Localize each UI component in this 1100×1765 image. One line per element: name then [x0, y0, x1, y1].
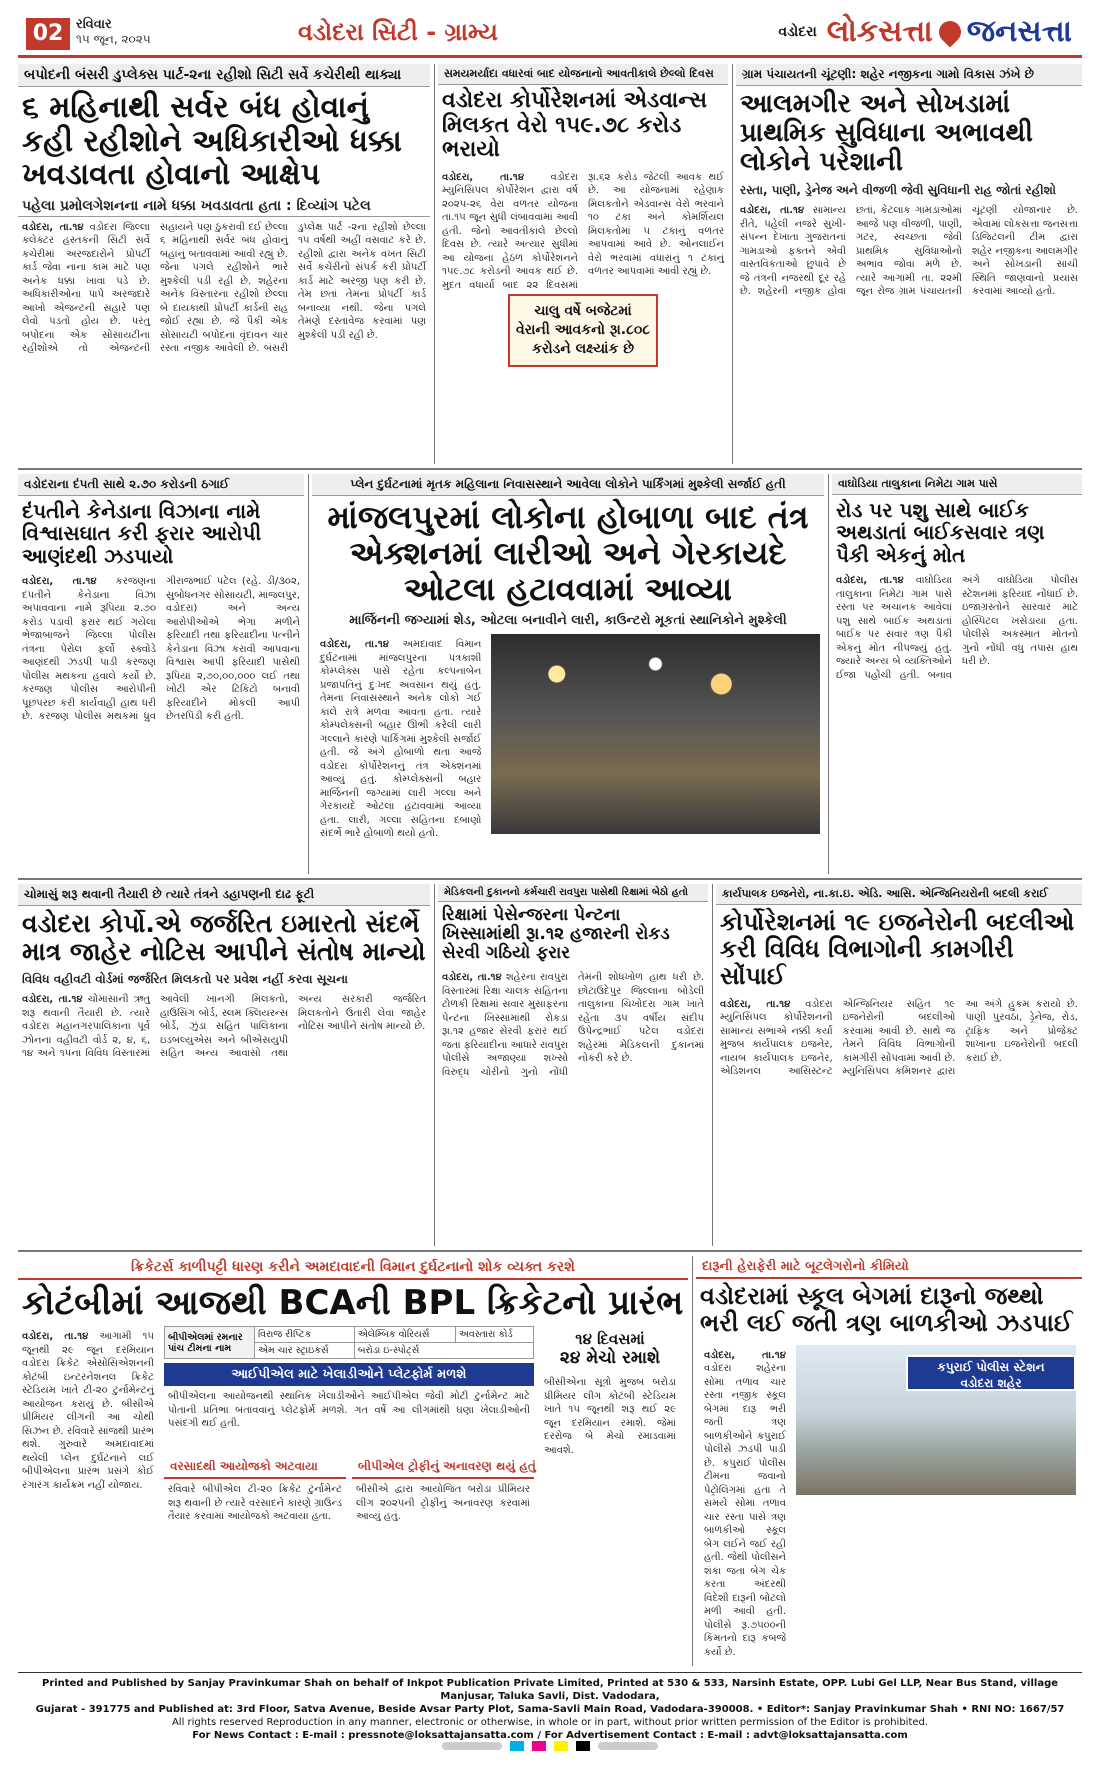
story-engineer-transfers [716, 884, 1082, 1246]
issue-date [76, 18, 151, 46]
story-kicker: ચોમાસું શરૂ થવાની તૈયારી છે ત્યારે તંત્રને ડહાપણની દાઢ ફૂટી [18, 884, 430, 906]
story-text: વડોદરા મ્યુનિસિપલ કોર્પોરેશનની સામાન્ય સભાએ નક્કી કર્યા મુજબ કાર્યપાલક ઇજનેર, નાયબ કાર્યપાલક ઇજનેર, એડિશનલ આસિસ્ટન્ટ એન્જિનિયર સહિત ૧૯ ઇજનેરોની બદલીઓ કરવામાં આવી છે. સાથે જ તેમને વિવિધ વિભાગોની કામગીરી સોંપવામાં આવી છે. મ્યુનિસિપલ કમિશનર દ્વારા આ અંગે હુકમ કરાયો છે. પાણી પુરવઠા, ડ્રેનેજ, રોડ, ટ્રાફિક અને પ્રોજેક્ટ શાખાના ઇજનેરોની બદલી કરાઈ છે. [720, 998, 1078, 1078]
story-advance-tax [438, 64, 728, 464]
story-headline: રિક્ષામાં પેસેન્જરના પેન્ટના ખિસ્સામાંથી રૂા.૧૨ હજારની રોકડ સેરવી ગઠિયો ફરાર [442, 905, 670, 964]
ipl-banner: આઈપીએલ માટે ખેલાડીઓને પ્લેટફોર્મ મળશે [164, 1363, 534, 1386]
story-headline: વડોદરા કોર્પોરેશનમાં એડવાન્સ મિલકત વેરો ૧૫૯.૭૮ કરોડ ભરાયો [442, 88, 708, 163]
story-text: આગામી ૧૫ જૂનથી ૨૯ જૂન દરમિયાન વડોદરા ક્રિકેટ એસોસિએશનની કોટંબી ઇન્ટરનેશનલ ક્રિકેટ સ્ટેડિયમ ખાતે ટી-૨૦ ટુર્નામેન્ટનું આયોજન કરાયું છે. બીસીએ પ્રીમિયર લીગની આ ચોથી સિઝન છે. રવિવારે સાંજથી પ્રારંભ થશે. ગુરુવારે અમદાવાદમાં થયેલી પ્લેન દુર્ઘટનાને લઈ બીપીએલના પ્રારંભ પ્રસંગે કોઈ રંગારંગ કાર્યક્રમ નહીં યોજાય. [22, 1331, 154, 1491]
story-text: અમદાવાદ વિમાન દુર્ઘટનામાં માંજલપુરના પત્રકાશી કોમ્પ્લેક્સ પાસે રહેતા કલ્પનાબેન પ્રજાપતિનું દુઃખદ અવસાન થયું હતું. તેમના નિવાસસ્થાને અનેક લોકો ગઈ કાલે રાત્રે મળવા આવતા હતા. ત્યારે કોમ્પલેક્સની બહાર ઊભી કરેલી લારી ગલ્લાને કારણે પાર્કિંગમાં મુશ્કેલી સર્જાઈ હતી. જે અંગે હોબાળો થતા આજે વડોદરા કોર્પોરેશનનું તંત્ર એક્શનમાં આવ્યું હતું. કોમ્પ્લેક્સની બહાર માર્જિનની જગ્યામાં લારી ગલ્લા અને ગેરકાયદે ઓટલા હટાવવામાં આવ્યા હતા. લારી, ગલ્લા સહિતના દબાણો સંદર્ભે ભારે હોબાળો થયો હતો. [320, 639, 482, 840]
story-text: વાઘોડિયા તાલુકાના નિમેટા ગામ પાસે રસ્તા પર અચાનક આવેલા પશુ સાથે બાઈક અથડાતાં બાઈક પર સવાર ત્રણ પૈકી એકનું મોત નીપજ્યું હતું. જ્યારે અન્ય બે વ્યક્તિઓને ઈજા પહોંચી હતી. બનાવ અંગે વાઘોડિયા પોલીસ સ્ટેશનમાં ફરિયાદ નોંધાઈ છે. ઇજાગ્રસ્તોને સારવાર માટે હોસ્પિટલ ખસેડાયા હતા. પોલીસે અકસ્માત મોતનો ગુનો નોંધી વધુ તપાસ હાથ ધરી છે. [836, 575, 1078, 681]
dateline: વડોદરા, તા.૧૪ [22, 221, 84, 233]
story-body [832, 570, 1082, 870]
imprint-footer [18, 1672, 1082, 1742]
dateline: વડોદરા, તા.૧૪ [22, 1331, 89, 1343]
rain-title: વરસાદથી આયોજકો અટવાયા [164, 1456, 346, 1479]
bpl-team-list [164, 1326, 534, 1359]
story-rickshaw-theft [438, 884, 708, 1246]
story-kicker: વડોદરાના દંપતી સાથે ૨.૭૦ કરોડની ઠગાઈ [18, 474, 304, 496]
story-school-bag-liquor [696, 1256, 1082, 1666]
brand-name-2: જનસત્તા [966, 14, 1072, 49]
story-text: વડોદરા મ્યુનિસિપલ કોર્પોરેશન દ્વારા વર્ષ ૨૦૨૫-૨૬ વેરા વળતર યોજના તા.૧૫ જૂન સુધી લંબાવવામાં આવી હતી. જેનો આવતીકાલે છેલ્લો દિવસ છે. ત્યારે અત્યાર સુધીમાં આ યોજના હેઠળ કોર્પોરેશનને ૧૫૯.૭૮ કરોડની આવક થઈ છે. મુદત વધાર્યા બાદ ૨૨ દિવસમાં રૂા.૬૨ કરોડ જેટલી આવક થઈ છે. આ યોજનામાં રહેણાક મિલકતોને એડવાન્સ વેરો ભરવાને ૧૦ ટકા અને કોમર્શિયલ મિલકતોમાં ૫ ટકાનું વળતર આપવામાં આવે છે. ઓનલાઈન વેરો ભરવામાં વધારાનું ૧ ટકાનું વળતર આપવામાં આવી રહ્યું છે. [442, 171, 724, 291]
story-body [316, 634, 485, 854]
newspaper-page [18, 12, 1082, 1752]
team-name: વિરાજ રીપ્ટિક [255, 1327, 355, 1343]
story-village-facilities [736, 64, 1082, 464]
story-headline: દંપતીને કેનેડાના વિઝાના નામે વિશ્વાસઘાત કરી ફરાર આરોપી આણંદથી ઝડપાયો [22, 499, 262, 568]
imprint-line-2: Gujarat - 391775 and Published at: 3rd Floor, Satva Avenue, Beside Avsar Party Plot, Sama-Savli Main Road, Vadodara-390008. • Editor*: Sanjay Pravinkumar Shah • RNI NO: 1667/57 [35, 1704, 1065, 1715]
trophy-body: બીસીએ દ્વારા આયોજિત બરોડા પ્રીમિયર લીગ ૨૦૨૫ની ટ્રોફીનું અનાવરણ કરવામાં આવ્યું હતું. [356, 1484, 530, 1523]
match-days: ૧૪ દિવસમાં [575, 1330, 645, 1349]
story-text: ચોમાસાની ઋતુ શરૂ થવાની તૈયારી છે. ત્યારે વડોદરા મહાનગરપાલિકાના પૂર્વ ઝોનના વહીવટી વોર્ડ ૨, ૪, ૬, ૧૪ અને ૧૫ના વિવિધ વિસ્તારમાં આવેલી ખાનગી મિલકતો, હાઉસિંગ બોર્ડ, સ્લમ ક્લિયરન્સ બોર્ડ, ઝુંડા સહિત પાલિકાના ઇડબલ્યુએસ અને બીએસયુપી સહિત અન્ય આવાસો તથા અન્ય સરકારી જર્જરિત મિલકતોને ઉતારી લેવા જાહેર નોટિસ આપીને સંતોષ માન્યો છે. [22, 994, 426, 1059]
story-body [18, 1326, 158, 1636]
story-kicker: ગ્રામ પંચાયતની ચૂંટણી: શહેર નજીકના ગામો વિકાસ ઝંખે છે [736, 64, 1082, 86]
dateline: વડોદરા, તા.૧૪ [22, 576, 97, 588]
story-headline: કોટંબીમાં આજથી BCAની BPL ક્રિકેટનો પ્રારંભ [22, 1283, 684, 1323]
yellow-swatch [554, 1741, 568, 1751]
story-body [736, 200, 1082, 440]
page-number: 02 [26, 18, 70, 50]
dateline: વડોદરા, તા.૧૪ [442, 972, 502, 984]
location-pin-icon [934, 16, 965, 47]
story-headline: માંજલપુરમાં લોકોના હોબાળા બાદ તંત્ર એક્શનમાં લારીઓ અને ગેરકાયદે ઓટલા હટાવવામાં આવ્યા [327, 498, 809, 608]
imprint-line-1: Printed and Published by Sanjay Pravinkumar Shah on behalf of Inkpot Publication Private Limited, Printed at 530 & 533, Narsinh Estate, OPP. Lubi Gel LLP, Near Bus Stand, village Manjusar, Taluka Savli, Dist. Vadodara, [41, 1678, 1059, 1702]
story-bca-bpl [18, 1256, 688, 1666]
ipl-body: બીપીએલના આયોજનથી સ્થાનિક ખેલાડીઓને આઈપીએલ જેવી મોટી ટુર્નામેન્ટ માટે પોતાની પ્રતિભા બતાવવાનું પ્લેટફોર્મ મળશે. ગત વર્ષે આ લીગમાંથી ઘણા ખેલાડીઓની પસંદગી થઈ હતી. [168, 1391, 530, 1430]
story-text: વડોદરા જિલ્લા કલેક્ટર હસ્તકની સિટી સર્વે કચેરીમાં અરજદારોને પ્રોપર્ટી કાર્ડ જેવા નાના કામ માટે પણ અનેક ધક્કા ખાવા પડે છે. અધિકારીઓના પાપે અરજદારે આખો એજન્ટની સહારે પણ લેવો પડતો હોય છે. પરંતુ બપોદના એક સોસાયટીના રહીશોએ તો એજન્ટની સહાયને પણ ઠુકરાવી દઈ છેલ્લા ૬ મહિનાથી સર્વર બંધ હોવાનું બહાનું બતાવવામાં આવી રહ્યું છે. જેના પગલે રહીશોને ભારે મુશ્કેલી પડી રહી છે. શહેરના અનેક વિસ્તારના રહીશો છેલ્લા બે દાયકાથી પ્રોપર્ટી કાર્ડની રાહ જોઈ રહ્યા છે. જે પૈકી એક સોસાયટી બપોદના વૃંદાવન ચાર રસ્તા નજીક આવેલી છે. બંસરી ડુપ્લેક્ષ પાર્ટ -૨ના રહીશો છેલ્લા ૧૫ વર્ષથી અહીં વસવાટ કરે છે. રહીશો દ્વારા અનેક વખત સિટી સર્વે કચેરીનો સંપર્ક કરી પ્રોપર્ટી કાર્ડ માટે અરજી પણ કરી છે. તેમ છતાં તેમના પ્રોપર્ટી કાર્ડ બનાવ્યા નથી. જેના પગલે તેમણે દસ્તાવેજ કરવામાં પણ મુશ્કેલી પડી રહી છે. [22, 221, 426, 355]
story-subheadline: માર્જિનની જગ્યામાં શેડ, ઓટલા બનાવીને લારી, કાઉન્ટરો મૂકતાં સ્થાનિકોને મુશ્કેલી [349, 613, 787, 629]
story-headline: ૬ મહિનાથી સર્વર બંધ હોવાનું કહી રહીશોને અધિકારીઓ ધક્કા ખવડાવતા હોવાનો આક્ષેપ [22, 90, 402, 193]
team-list-title: બીપીએલમાં રમનાર પાંચ ટીમના નામ [165, 1327, 255, 1359]
dateline: વડોદરા, તા.૧૪ [836, 575, 904, 587]
story-canada-visa [18, 474, 304, 874]
registration-strip [442, 1742, 502, 1750]
dateline: વડોદરા, તા.૧૪ [720, 998, 791, 1010]
brand-city: વડોદરા [778, 23, 817, 40]
color-registration-bar [18, 1740, 1082, 1752]
story-kicker: સમયમર્યાદા વધારવાં બાદ યોજનાનો આવતીકાલે છેલ્લો દિવસ [438, 64, 728, 85]
story-kicker: વાઘોડિયા તાલુકાના નિમેટા ગામ પાસે [832, 474, 1082, 495]
story-text: કરજણના દંપતીને કેનેડાના વિઝા અપાવવાના નામે રૂપિયા ૨.૭૦ કરોડ પડાવી ફરાર થઈ ગયેલા ભેજાબાજને જિલ્લા પોલીસ તંત્રના પેરોલ ફર્લો સ્ક્વોડે આણંદથી ઝડપી પાડી કરજણ પોલીસ મથકના હવાલે કર્યો છે. કરજણ પોલીસ આરોપીની પૂછપરછ કરી કાર્યવાહી હાથ ધરી છે. કરજણ પોલીસ મથકમાં ધ્રુવ ગીરાજભાઈ પટેલ (રહે. ડી/૩૦૨, સુબોધનગર સોસાયટી, માંજલપુર, વડોદરા) અને અન્ય આરોપીઓએ ભેગા મળીને ફરિયાદી તથા ફરિયાદીના પત્નીને કેનેડાના વિઝા કરાવી આપવાના વિશ્વાસ આપી ફરિયાદી પાસેથી રૂપિયા ૨,૭૦,૦૦,૦૦૦ લઈ તથા ખોટી એર ટિકિટો બનાવી ફરિયાદીને મોકલી આપી છેતરપિંડી કરી હતી. [22, 576, 300, 723]
story-kicker: બપોદની બંસરી ડુપ્લેક્સ પાર્ટ-૨ના રહીશો સિટી સર્વે કચેરીથી થાક્યા [18, 64, 430, 87]
story-headline: રોડ પર પશુ સાથે બાઈક અથડાતાં બાઈકસવાર ત્રણ પૈકી એકનું મોત [836, 498, 1045, 567]
magenta-swatch [532, 1741, 546, 1751]
day-label: રવિવાર [76, 17, 112, 32]
section-title: વડોદરા સિટી - ગ્રામ્ય [298, 18, 498, 46]
story-kicker: દારૂની હેરાફેરી માટે બૂટલેગરોનો કીમિયો [696, 1256, 1082, 1279]
story-body [438, 967, 708, 1227]
match-count: ૨૪ મેચો રમાશે [559, 1348, 661, 1369]
story-kicker: ક્રિકેટર્સ કાળીપટ્ટી ધારણ કરીને અમદાવાદની વિમાન દુર્ઘટનાનો શોક વ્યક્ત કરશે [18, 1256, 688, 1280]
story-headline: આલમગીર અને સોખડામાં પ્રાથમિક સુવિધાના અભાવથી લોકોને પરેશાની [740, 89, 1033, 178]
story-headline: વડોદરામાં સ્કૂલ બેગમાં દારૂનો જથ્થો ભરી લઈ જતી ત્રણ બાળકીઓ ઝડપાઈ [700, 1282, 1073, 1337]
story-bike-accident [832, 474, 1082, 874]
brand-name-1: લોકસત્તા [826, 14, 933, 49]
team-name: એમ ચાર સ્ટ્રાઇકર્સ [255, 1343, 355, 1359]
story-kicker: પ્લેન દુર્ઘટનામાં મૃતક મહિલાના નિવાસસ્થાને આવેલા લોકોને પાર્કિંગમાં મુશ્કેલી સર્જાઈ હતી [312, 474, 824, 496]
story-headline: વડોદરા કોર્પો.એ જર્જરિત ઇમારતો સંદર્ભે માત્ર જાહેર નોટિસ આપીને સંતોષ માન્યો [22, 909, 426, 966]
story-body [18, 989, 430, 1189]
story-subheadline: રસ્તા, પાણી, ડ્રેનેજ અને વીજળી જેવી સુવિધાની રાહ જોતાં રહીશો [740, 183, 1056, 198]
match-count-heading [540, 1326, 680, 1372]
brand-logo [778, 14, 1072, 49]
team-name: અવસ્તારા કોર્ડ [455, 1327, 533, 1343]
cyan-swatch [510, 1741, 524, 1751]
crowd-photo [491, 634, 820, 834]
story-subheadline: વિવિધ વહીવટી વોર્ડમાં જર્જરિત મિલકતો પર પ્રવેશ નહીં કરવા સૂચના [22, 972, 348, 986]
dateline: વડોદરા, તા.૧૪ [740, 205, 805, 217]
imprint-line-3: All rights reserved Reproduction in any manner, electronic or otherwise, in whole or in part, without prior written permission of the Editor is prohibited. [171, 1717, 929, 1728]
story-body [700, 1345, 790, 1658]
imprint-line-4: For News Contact : E-mail : pressnote@loksattajansatta.com / For Advertisement Contact : E-mail : advt@loksattajansatta.com [192, 1730, 908, 1741]
match-body: બીસીએના સૂત્રો મુજબ બરોડા પ્રીમિયર લીગ કોટંબી સ્ટેડિયમ ખાતે ૧૫ જૂનથી શરૂ થઈ ૨૯ જૂન દરમિયાન રમાશે. જેમાં દરરોજ બે મેચો રમાડવામાં આવશે. [544, 1377, 676, 1456]
story-body [18, 571, 304, 871]
story-kicker: મેડિકલની દુકાનનો કર્મચારી રાવપુરા પાસેથી રિક્ષામાં બેઠો હતો [438, 884, 708, 902]
dateline: વડોદરા, તા.૧૪ [704, 1349, 786, 1361]
story-headline: કોર્પોરેશનમાં ૧૯ ઇજનેરોની બદલીઓ કરી વિવિધ વિભાગોની કામગીરી સોંપાઈ [720, 908, 1075, 990]
story-body [18, 217, 430, 447]
dateline: વડોદરા, તા.૧૪ [442, 171, 525, 183]
masthead [18, 12, 1082, 58]
story-kicker: કાર્યપાલક ઇજનેરો, ના.કા.ઇ. એડિ. આસિ. એન્જિનિયરોની બદલી કરાઈ [716, 884, 1082, 905]
story-text: સામાન્ય રીતે, પહેલી નજરે સુખી-સંપન્ન દેખાતા ગુજરાતનાં ગામડાઓ ફક્તને એવી વાસ્તવિકતાઓ છુપાવે છે જે તંત્રની નજરથી દૂર રહે છે. શહેરની નજીક હોવા છતાં, કેટલાક ગામડાઓમાં આજે પણ વીજળી, પાણી, ગટર, સ્વચ્છતા જેવી પ્રાથમિક સુવિધાઓનો અભાવ જોવા મળે છે. ત્યારે આગામી તા. ૨૨મી જૂન રોજ ગ્રામ પંચાયતની ચૂંટણી યોજાનાર છે. એવામાં લોકસત્તા જનસત્તા ડિજિટલની ટીમ દ્વારા શહેર નજીકના આલમગીર અને સોખડાની સાચી સ્થિતિ જાણવાનો પ્રયાસ કરવામાં આવ્યો હતો. [740, 205, 1078, 298]
story-text: વડોદરા શહેરના સોમા તળાવ ચાર રસ્તા નજીક સ્કૂલ બેગમાં દારૂ ભરી જતી ત્રણ બાળકીઓને કપુરાઈ પોલીસે ઝડપી પાડી છે. કપુરાઈ પોલીસ ટીમના જવાનો પેટ્રોલિંગમાં હતા તે સમયે સોમા તળાવ ચાર રસ્તા પાસે ત્રણ બાળકીઓ સ્કૂલ બેગ લઈને જઈ રહી હતી. જેથી પોલીસને શંકા જતા બેગ ચેક કરતા અંદરથી વિદેશી દારૂની બોટલો મળી આવી હતી. પોલીસે રૂ.૭૫૦૦ની કિંમતનો દારૂ કબજે કર્યો છે. [704, 1363, 786, 1658]
story-text: શહેરના રાવપુરા વિસ્તારમાં રિક્ષા ચાલક સહિતના ટોળકી રિક્ષામાં સવાર મુસાફરના પેન્ટના ખિસ્સામાંથી રોકડા રૂા.૧૨ હજાર સેરવી ફરાર થઈ જતા ફરિયાદીના આધારે રાવપુરા પોલીસે અજાણ્યા શખ્સો વિરુદ્ધ ચોરીનો ગુનો નોંધી તેમની શોધખોળ હાથ ધરી છે. છોટાઉદેપુર જિલ્લાના બોડેલી તાલુકાના ચિખોદરા ગામ ખાતે રહેતા ૩૫ વર્ષીય સંદીપ ઉપેન્દ્રભાઈ પટેલ વડોદરા શહેરમાં મેડિકલની દુકાનમાં નોકરી કરે છે. [442, 972, 704, 1078]
date-label: ૧૫ જૂન, ૨૦૨૫ [76, 32, 151, 46]
dateline: વડોદરા, તા.૧૪ [22, 994, 83, 1005]
story-body [716, 994, 1082, 1234]
story-manjalpur [312, 474, 824, 874]
dateline: વડોદરા, તા.૧૪ [320, 639, 389, 651]
police-station-photo [796, 1345, 1076, 1495]
story-subheadline: પહેલા પ્રમોલગેશનના નામે ધક્કા ખવડાવતા હતા : દિવ્યાંગ પટેલ [18, 196, 430, 217]
black-swatch [576, 1741, 590, 1751]
rain-body: રવિવારે બીપીએલ ટી-૨૦ ક્રિકેટ ટુર્નામેન્ટ શરૂ થવાની છે ત્યારે વરસાદને કારણે ગ્રાઉન્ડ તૈયાર કરવામાં આયોજકો અટવાયા હતા. [168, 1484, 342, 1523]
team-name: બરોડા ઇ-સ્પોર્ટ્સ [354, 1343, 533, 1359]
registration-strip [598, 1742, 658, 1750]
trophy-title: બીપીએલ ટ્રોફીનું અનાવરણ થયું હતું [352, 1456, 534, 1479]
police-station-sign: કપુરાઈ પોલીસ સ્ટેશન વડોદરા શહેર [906, 1355, 1076, 1391]
story-dilapidated-buildings [18, 884, 430, 1246]
highlight-box: ચાલુ વર્ષે બજેટમાં વેરાની આવકનો રૂા.૮૦૮ કરોડને લક્ષ્યાંક છે [508, 294, 658, 367]
team-name: એલેમ્બિક વોરિયર્સ [354, 1327, 455, 1343]
story-server-down [18, 64, 430, 464]
